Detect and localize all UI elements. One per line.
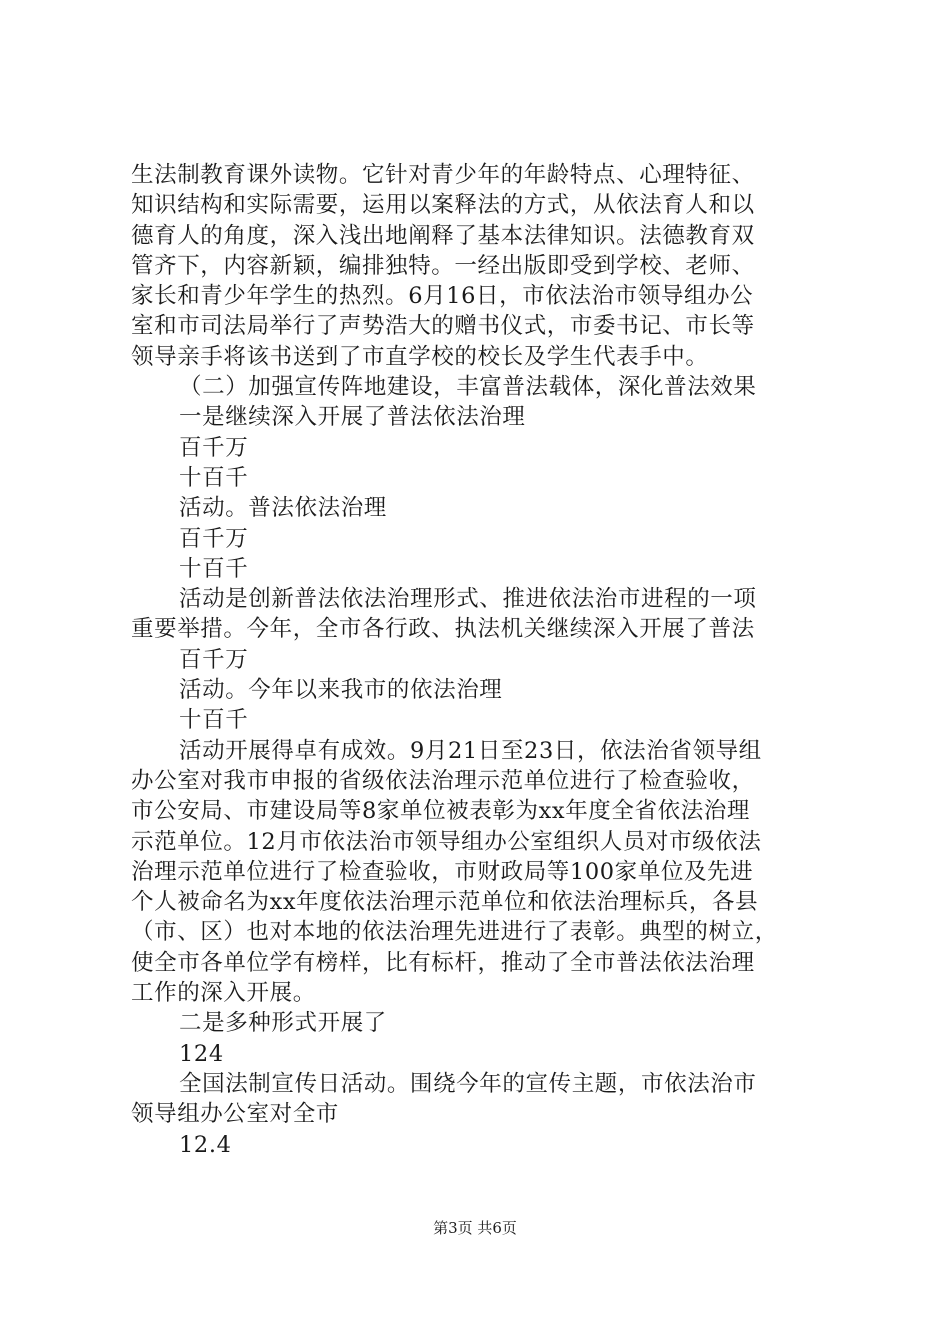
text-line: 知识结构和实际需要，运用以案释法的方式，从依法育人和以 — [131, 192, 755, 219]
text-line: 生法制教育课外读物。它针对青少年的年龄特点、心理特征、 — [131, 162, 755, 188]
text-line: 市公安局、市建设局等8家单位被表彰为xx年度全省依法治理 — [131, 798, 750, 825]
page-number: 第3页 共6页 — [433, 1219, 517, 1237]
text-line: 十百千 — [179, 555, 249, 582]
page-footer — [0, 1218, 950, 1238]
text-line: 百千万 — [179, 525, 249, 552]
text-line: 示范单位。12月市依法治市领导组办公室组织人员对市级依法 — [131, 828, 762, 855]
text-line: 德育人的角度，深入浅出地阐释了基本法律知识。法德教育双 — [131, 222, 755, 249]
text-line: 百千万 — [179, 434, 249, 461]
text-line: 二是多种形式开展了 — [179, 1010, 387, 1037]
text-line: 管齐下，内容新颖，编排独特。一经出版即受到学校、老师、 — [131, 252, 755, 279]
text-line: 活动是创新普法依法治理形式、推进依法治市进程的一项 — [179, 586, 757, 613]
text-line: 十百千 — [179, 707, 249, 734]
text-line: 个人被命名为xx年度依法治理示范单位和依法治理标兵，各县 — [131, 889, 759, 916]
text-line: 领导组办公室对全市 — [131, 1101, 339, 1128]
text-line: （市、区）也对本地的依法治理先进进行了表彰。典型的树立， — [131, 919, 778, 946]
text-line: 全国法制宣传日活动。围绕今年的宣传主题，市依法治市 — [179, 1070, 757, 1097]
text-line: 室和市司法局举行了声势浩大的赠书仪式，市委书记、市长等 — [131, 313, 755, 340]
text-line: 治理示范单位进行了检查验收，市财政局等100家单位及先进 — [131, 858, 754, 885]
document-body — [131, 160, 831, 1160]
text-line: 12.4 — [179, 1131, 232, 1158]
text-line: 活动。普法依法治理 — [179, 495, 387, 522]
text-line: 十百千 — [179, 464, 249, 491]
text-line: 124 — [179, 1040, 224, 1067]
text-line: 活动。今年以来我市的依法治理 — [179, 677, 503, 704]
text-line: 工作的深入开展。 — [131, 980, 316, 1007]
text-line: 活动开展得卓有成效。9月21日至23日，依法治省领导组 — [179, 737, 762, 764]
text-line: （二）加强宣传阵地建设，丰富普法载体，深化普法效果 — [179, 374, 757, 401]
text-line: 一是继续深入开展了普法依法治理 — [179, 404, 526, 431]
text-line: 百千万 — [179, 646, 249, 673]
text-line: 领导亲手将该书送到了市直学校的校长及学生代表手中。 — [131, 343, 709, 370]
text-line: 使全市各单位学有榜样，比有标杆，推动了全市普法依法治理 — [131, 949, 755, 976]
text-line: 办公室对我市申报的省级依法治理示范单位进行了检查验收， — [131, 767, 755, 794]
text-line: 重要举措。今年，全市各行政、执法机关继续深入开展了普法 — [131, 616, 755, 643]
text-line: 家长和青少年学生的热烈。6月16日，市依法治市领导组办公 — [131, 283, 754, 310]
